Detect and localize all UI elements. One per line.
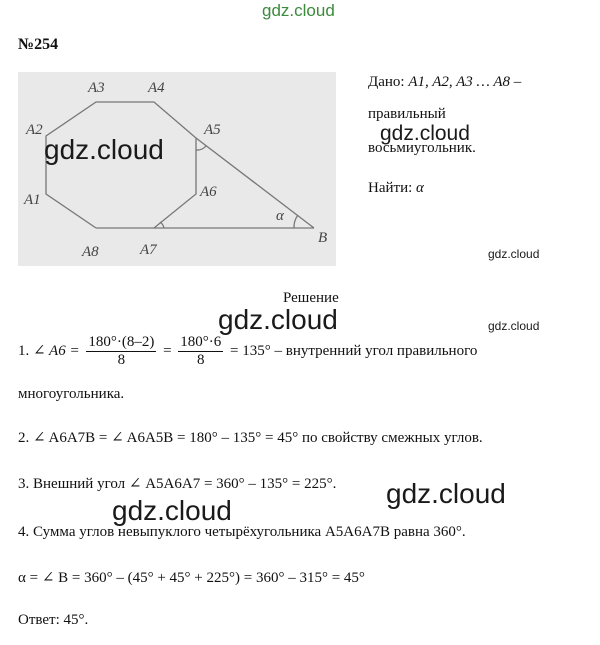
problem-number: №254 <box>18 36 59 53</box>
label-a2: A2 <box>26 122 43 138</box>
label-alpha: α <box>276 208 284 224</box>
watermark-small-1: gdz.cloud <box>488 247 540 261</box>
fraction-1-numerator: 180°·(8–2) <box>88 334 155 350</box>
label-a6: A6 <box>200 184 217 200</box>
label-a1: A1 <box>24 192 41 208</box>
step-4: 4. Сумма углов невыпуклого четырёхугольника A5A6A7B равна 360°. <box>18 524 466 540</box>
watermark-left: gdz.cloud <box>112 495 232 526</box>
find-value: α <box>416 180 424 196</box>
label-a3: A3 <box>88 80 105 96</box>
label-a8: A8 <box>82 244 99 260</box>
watermark-small-2: gdz.cloud <box>488 319 540 333</box>
step-1-num: 1. <box>18 342 30 359</box>
octagon-figure <box>18 72 336 266</box>
fraction-1 <box>86 334 156 369</box>
label-b: B <box>318 230 328 246</box>
step-1 <box>18 334 477 369</box>
given-line-1 <box>368 74 521 91</box>
alpha-equation: α = ∠ B = 360° – (45° + 45° + 225°) = 360° – 315° = 45° <box>18 570 365 586</box>
step-1-lhs: ∠ A6 = <box>33 342 80 359</box>
find-label: Найти: <box>368 180 413 196</box>
label-a7: A7 <box>140 242 157 258</box>
given-points: A1, A2, A3 … A8 – <box>408 74 522 90</box>
answer: Ответ: 45°. <box>18 612 89 628</box>
fraction-1-denominator: 8 <box>117 352 126 368</box>
watermark-top: gdz.cloud <box>262 1 335 20</box>
watermark-right: gdz.cloud <box>386 478 506 509</box>
step-1-result: = 135° – внутренний угол правильного <box>230 342 478 359</box>
step-1-continuation: многоугольника. <box>18 386 125 402</box>
step-3: 3. Внешний угол ∠ A5A6A7 = 360° – 135° = 225°. <box>18 476 337 492</box>
fraction-2-numerator: 180°·6 <box>180 334 222 350</box>
given-line-3: восьмиугольник. <box>368 140 476 156</box>
watermark-figure: gdz.cloud <box>44 134 164 165</box>
given-line-2: правильный <box>368 106 446 122</box>
fraction-2 <box>178 334 223 369</box>
find-line <box>368 180 424 197</box>
label-a5: A5 <box>204 122 221 138</box>
watermark-given: gdz.cloud <box>380 122 470 145</box>
solution-heading: Решение <box>283 290 339 306</box>
step-2: 2. ∠ A6A7B = ∠ A6A5B = 180° – 135° = 45° по свойству смежных углов. <box>18 430 483 446</box>
fraction-2-denominator: 8 <box>197 352 205 368</box>
label-a4: A4 <box>148 80 165 96</box>
step-1-eq: = <box>163 342 172 359</box>
given-label: Дано: <box>368 74 405 90</box>
watermark-solution: gdz.cloud <box>218 304 338 335</box>
